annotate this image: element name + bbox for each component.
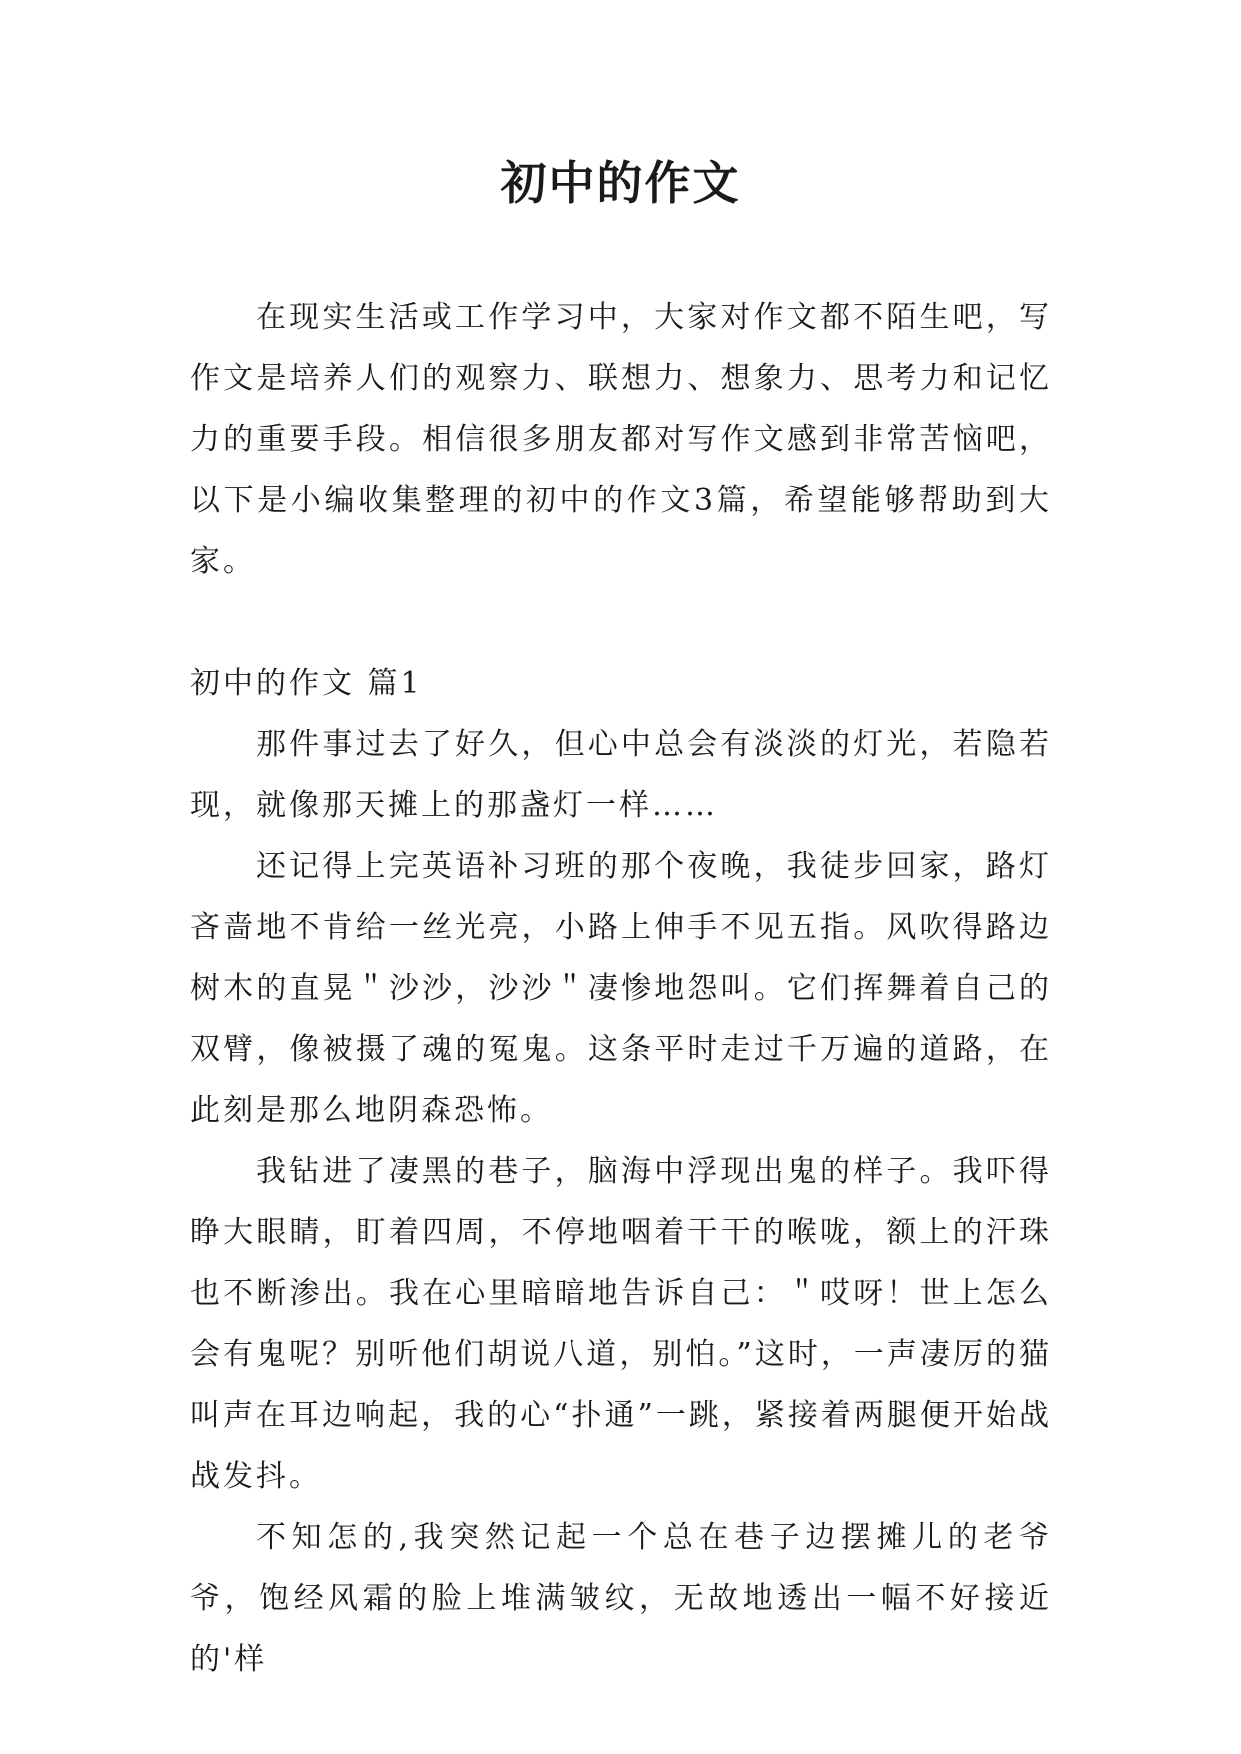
body-paragraph: 还记得上完英语补习班的那个夜晚，我徒步回家，路灯吝啬地不肯给一丝光亮，小路上伸手不见五指。风吹得路边树木的直晃＂沙沙，沙沙＂凄惨地怨叫。它们挥舞着自己的双臂，像被摄了魂的冤鬼。这条平时走过千万遍的道路，在此刻是那么地阴森恐怖。 <box>190 849 1052 1128</box>
body-paragraph: 那件事过去了好久，但心中总会有淡淡的灯光，若隐若现，就像那天摊上的那盏灯一样…… <box>190 727 1052 823</box>
body-paragraph: 不知怎的,我突然记起一个总在巷子边摆摊儿的老爷爷，饱经风霜的脸上堆满皱纹，无故地透出一幅不好接近的'样 <box>190 1520 1052 1677</box>
document-title: 初中的作文 <box>500 156 741 210</box>
intro-paragraph: 在现实生活或工作学习中，大家对作文都不陌生吧，写作文是培养人们的观察力、联想力、想象力、思考力和记忆力的重要手段。相信很多朋友都对写作文感到非常苦恼吧，以下是小编收集整理的初中的作文3篇，希望能够帮助到大家。 <box>190 300 1052 579</box>
section-heading: 初中的作文 篇1 <box>190 666 423 701</box>
body-paragraph: 我钻进了凄黑的巷子，脑海中浮现出鬼的样子。我吓得睁大眼睛，盯着四周，不停地咽着干干的喉咙，额上的汗珠也不断渗出。我在心里暗暗地告诉自己：＂哎呀！世上怎么会有鬼呢？别听他们胡说八道，别怕。”这时，一声凄厉的猫叫声在耳边响起，我的心“扑通”一跳，紧接着两腿便开始战战发抖。 <box>190 1154 1052 1494</box>
document-body <box>190 287 1052 1690</box>
